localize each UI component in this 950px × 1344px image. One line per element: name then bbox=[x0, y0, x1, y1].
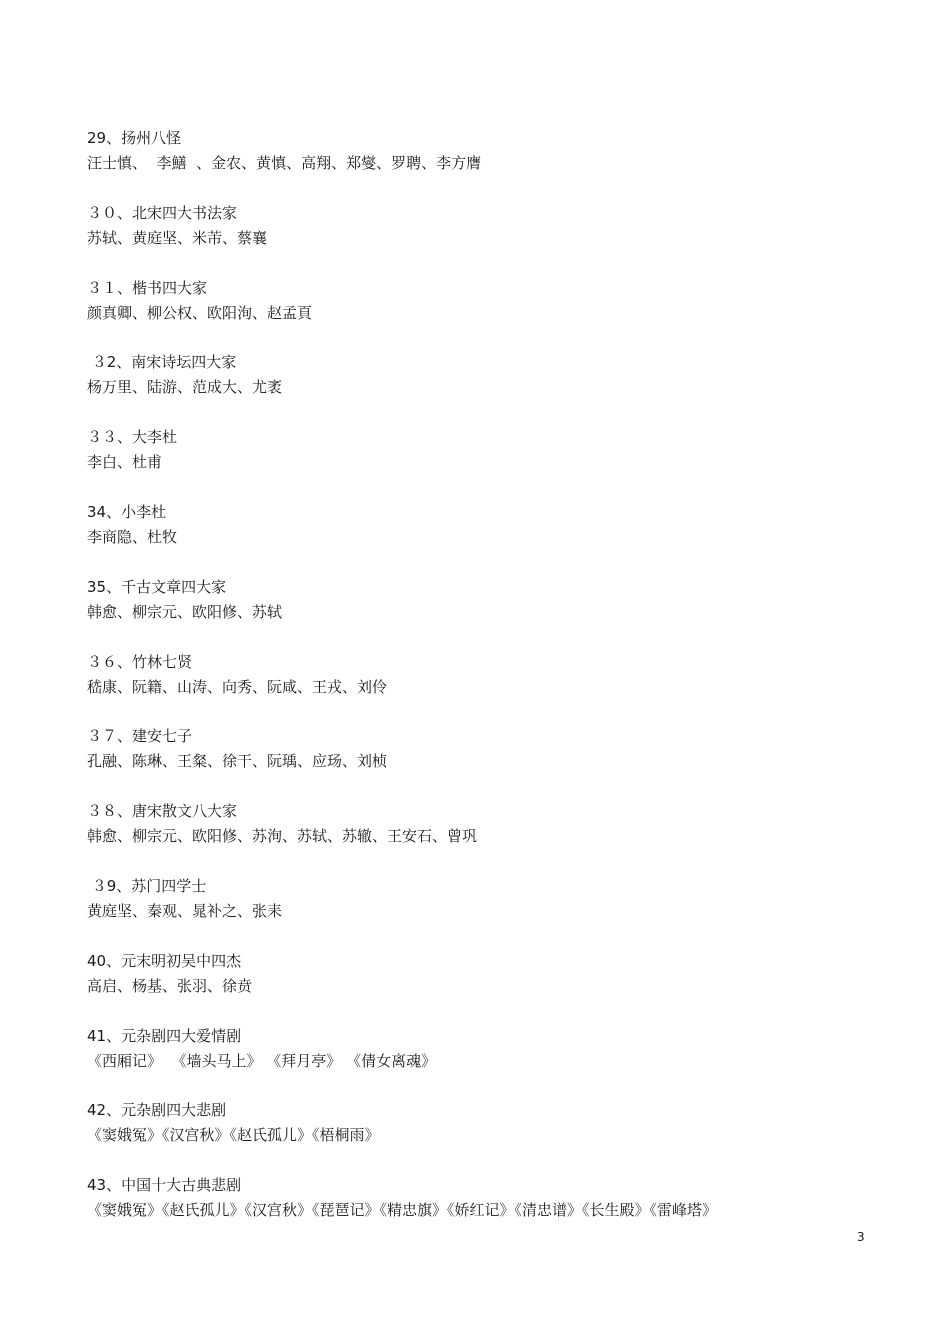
entry-body: 嵇康、阮籍、山涛、向秀、阮咸、王戎、刘伶 bbox=[87, 677, 388, 696]
entry-title: 34、小李杜 bbox=[87, 502, 167, 521]
list-item bbox=[87, 126, 887, 201]
entry-title: ３０、北宋四大书法家 bbox=[87, 203, 238, 222]
entry-body: 韩愈、柳宗元、欧阳修、苏轼 bbox=[87, 602, 283, 621]
entry-title: 40、元末明初吴中四杰 bbox=[87, 951, 242, 970]
entry-title: 43、中国十大古典悲剧 bbox=[87, 1176, 242, 1195]
list-item bbox=[87, 201, 887, 276]
entry-body: 李白、杜甫 bbox=[87, 453, 163, 472]
entry-title: 29、扬州八怪 bbox=[87, 129, 182, 147]
list-item bbox=[87, 949, 887, 1024]
entry-title: 35、千古文章四大家 bbox=[87, 577, 227, 596]
list-item bbox=[87, 575, 887, 650]
list-item bbox=[87, 1024, 887, 1099]
entry-body: 《西厢记》 《墙头马上》 《拜月亭》 《倩女离魂》 bbox=[87, 1051, 437, 1070]
entry-title: ３７、建安七子 bbox=[87, 727, 193, 746]
entry-body: 苏轼、黄庭坚、米芾、蔡襄 bbox=[87, 228, 268, 247]
list-item bbox=[87, 650, 887, 725]
entry-title: ３３、大李杜 bbox=[87, 428, 178, 447]
page-number: 3 bbox=[857, 1230, 865, 1244]
entry-body: 韩愈、柳宗元、欧阳修、苏洵、苏轼、苏辙、王安石、曾巩 bbox=[87, 827, 478, 846]
entry-title: ３８、唐宋散文八大家 bbox=[87, 802, 238, 821]
list-item bbox=[87, 724, 887, 799]
entry-body: 汪士慎、 李鱔 、金农、黄慎、高翔、郑燮、罗聘、李方膺 bbox=[87, 154, 482, 172]
list-item bbox=[87, 276, 887, 351]
entry-list bbox=[87, 126, 887, 1248]
entry-body: 颜真卿、柳公权、欧阳洵、赵孟頁 bbox=[87, 303, 313, 322]
list-item bbox=[87, 874, 887, 949]
entry-title: ３9、苏门四学士 bbox=[87, 876, 207, 895]
entry-body: 高启、杨基、张羽、徐贲 bbox=[87, 976, 253, 995]
entry-body: 李商隐、杜牧 bbox=[87, 527, 178, 546]
entry-title: 41、元杂剧四大爱情剧 bbox=[87, 1026, 242, 1045]
entry-body: 杨万里、陆游、范成大、尤袤 bbox=[87, 378, 283, 397]
entry-body: 黄庭坚、秦观、晁补之、张耒 bbox=[87, 901, 283, 920]
list-item bbox=[87, 1098, 887, 1173]
entry-body: 孔融、陈琳、王粲、徐干、阮瑀、应玚、刘桢 bbox=[87, 752, 388, 771]
entry-body: 《窦娥冤》《赵氏孤儿》《汉宫秋》《琵琶记》《精忠旗》《娇红记》《清忠谱》《长生殿》《雷峰塔》 bbox=[87, 1201, 718, 1220]
entry-title: 42、元杂剧四大悲剧 bbox=[87, 1101, 227, 1120]
entry-body: 《窦娥冤》《汉宫秋》《赵氏孤儿》《梧桐雨》 bbox=[87, 1126, 380, 1145]
list-item bbox=[87, 799, 887, 874]
list-item bbox=[87, 425, 887, 500]
entry-title: ３１、楷书四大家 bbox=[87, 278, 208, 297]
list-item bbox=[87, 500, 887, 575]
list-item bbox=[87, 1173, 887, 1248]
entry-title: ３６、竹林七贤 bbox=[87, 652, 193, 671]
entry-title: ３2、南宋诗坛四大家 bbox=[87, 353, 237, 372]
list-item bbox=[87, 350, 887, 425]
